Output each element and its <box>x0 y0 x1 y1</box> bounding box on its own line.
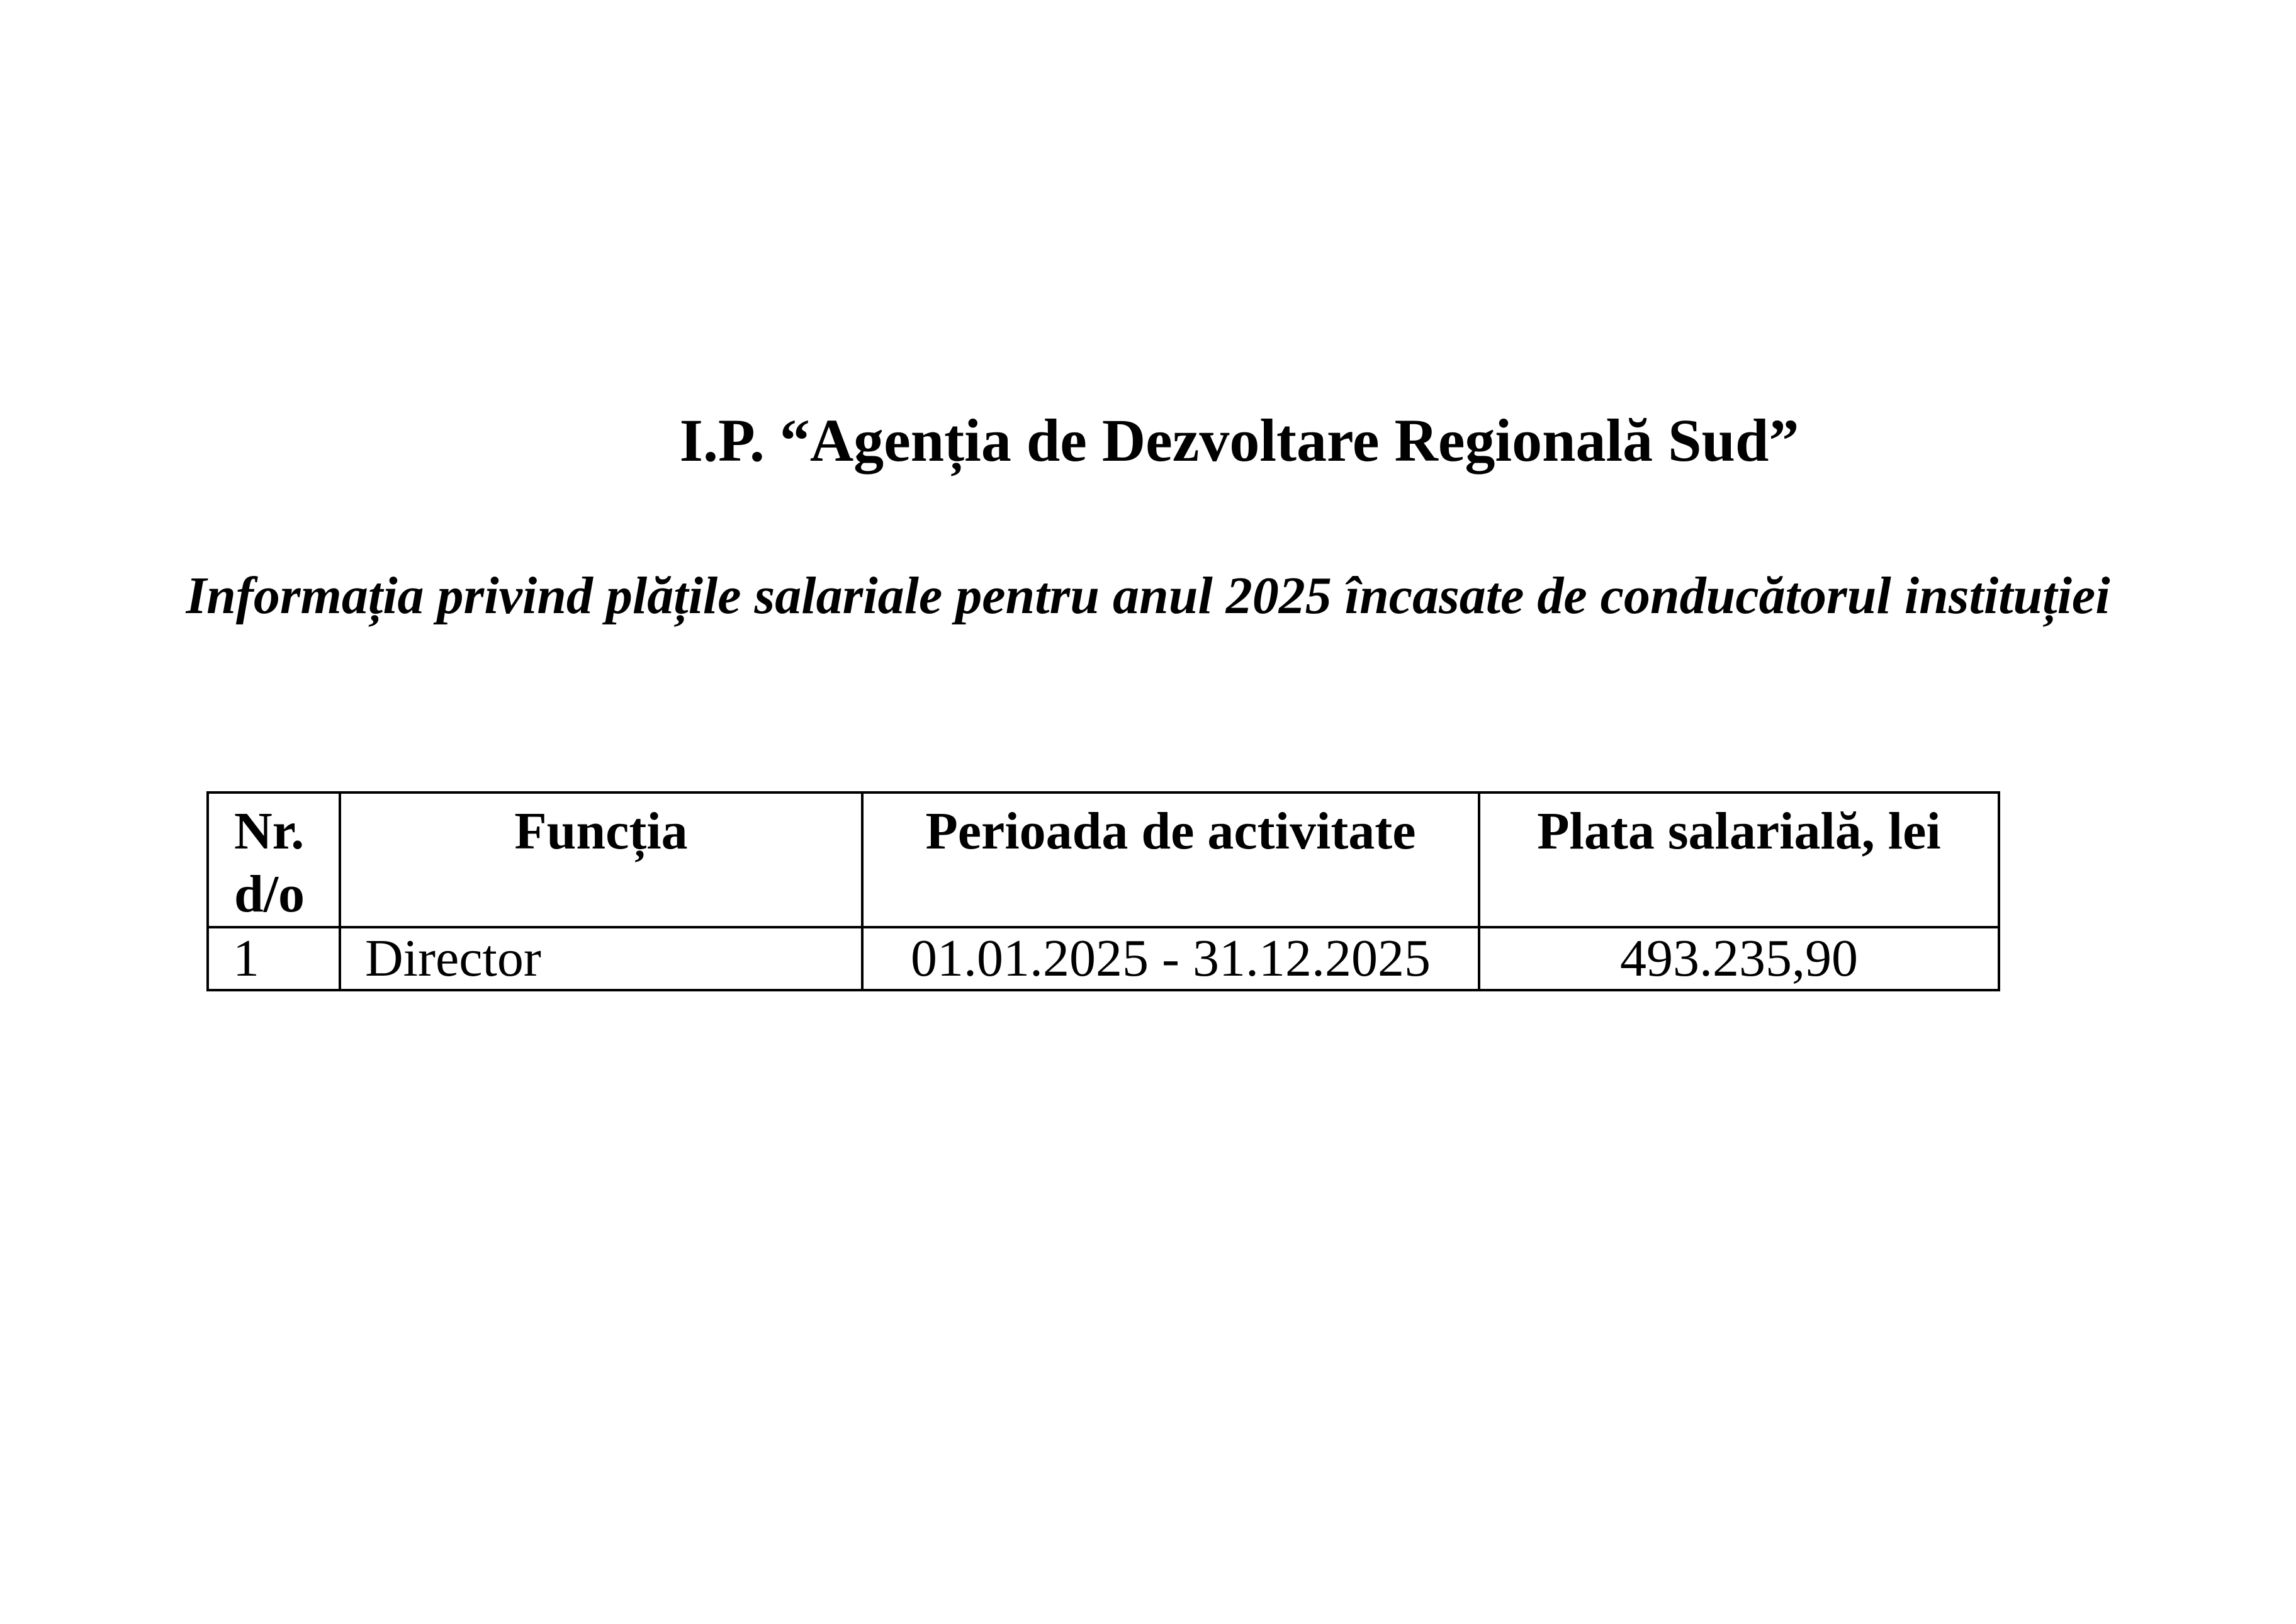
cell-payment: 493.235,90 <box>1479 927 1999 990</box>
table-header <box>208 792 1999 927</box>
column-header-period: Perioada de activitate <box>862 792 1479 927</box>
table-body <box>208 927 1999 990</box>
header-row <box>208 792 1999 927</box>
column-header-payment: Plata salarială, lei <box>1479 792 1999 927</box>
cell-nr: 1 <box>208 927 340 990</box>
document-subtitle: Informația privind plățile salariale pentru anul 2025 încasate de conducătorul instituției <box>186 567 2110 625</box>
table-row <box>208 927 1999 990</box>
column-header-nr: Nr. d/o <box>208 792 340 927</box>
cell-period: 01.01.2025 - 31.12.2025 <box>862 927 1479 990</box>
organization-title: I.P. “Agenția de Dezvoltare Regională Sud” <box>679 407 1799 474</box>
cell-function: Director <box>340 927 862 990</box>
salary-table <box>206 791 2000 991</box>
column-header-function: Funcția <box>340 792 862 927</box>
